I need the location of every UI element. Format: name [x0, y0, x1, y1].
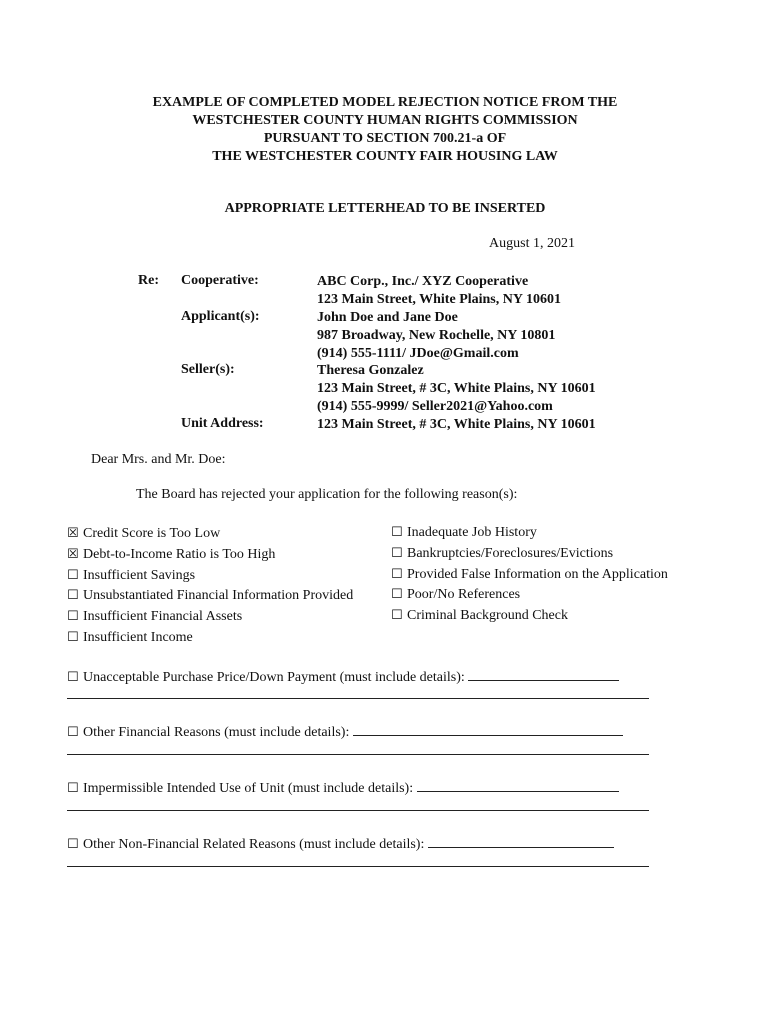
- checkbox[interactable]: ☐: [391, 525, 403, 540]
- reason-item: [391, 523, 668, 544]
- detail-reason-use: [67, 777, 655, 797]
- details-blank[interactable]: [468, 666, 619, 681]
- letter-date: August 1, 2021: [489, 236, 575, 251]
- reason-item: [391, 585, 668, 606]
- unit-address-label: Unit Address:: [181, 416, 264, 431]
- detail-reason-label: Impermissible Intended Use of Unit (must include details):: [83, 781, 414, 796]
- details-line[interactable]: [67, 810, 649, 811]
- reason-label: Insufficient Financial Assets: [83, 609, 243, 625]
- intro-text: The Board has rejected your application for the following reason(s):: [136, 487, 518, 502]
- detail-reason-financial: [67, 721, 655, 741]
- left-reasons-list: [67, 524, 353, 649]
- cooperative-label: Cooperative:: [181, 273, 259, 288]
- right-reasons-list: [391, 523, 668, 627]
- checked-checkbox[interactable]: ☒: [67, 546, 79, 562]
- details-line[interactable]: [67, 754, 649, 755]
- details-line[interactable]: [67, 698, 649, 699]
- reason-label: Criminal Background Check: [407, 608, 568, 624]
- detail-reason-label: Unacceptable Purchase Price/Down Payment (must include details):: [83, 670, 465, 685]
- cooperative-line: ABC Corp., Inc./ XYZ Cooperative: [317, 274, 529, 289]
- cooperative-line: 123 Main Street, White Plains, NY 10601: [317, 291, 561, 307]
- details-blank[interactable]: [353, 721, 623, 736]
- reason-label: Insufficient Income: [83, 629, 193, 645]
- title-line: WESTCHESTER COUNTY HUMAN RIGHTS COMMISSION: [192, 113, 578, 128]
- checkbox[interactable]: ☐: [67, 567, 79, 583]
- reason-label: Poor/No References: [407, 587, 521, 603]
- details-blank[interactable]: [428, 833, 614, 848]
- checkbox[interactable]: ☐: [391, 545, 403, 561]
- detail-reason-label: Other Non-Financial Related Reasons (must include details):: [83, 837, 425, 852]
- checkbox[interactable]: ☐: [67, 725, 79, 740]
- checkbox[interactable]: ☐: [67, 781, 79, 796]
- reason-label: Credit Score is Too Low: [83, 526, 221, 541]
- checkbox[interactable]: ☐: [67, 588, 79, 604]
- detail-reason-label: Other Financial Reasons (must include details):: [83, 725, 350, 740]
- letterhead-note: APPROPRIATE LETTERHEAD TO BE INSERTED: [224, 201, 546, 216]
- reason-label: Debt-to-Income Ratio is Too High: [83, 546, 276, 562]
- reason-item: [67, 524, 353, 545]
- document-title: [0, 94, 770, 166]
- reason-item: [67, 566, 353, 587]
- reason-item: [67, 545, 353, 566]
- reason-item: [391, 565, 668, 586]
- checkbox[interactable]: ☐: [391, 608, 403, 624]
- re-label: Re:: [138, 273, 159, 288]
- details-blank[interactable]: [417, 777, 619, 792]
- checkbox[interactable]: ☐: [67, 837, 79, 852]
- seller-line: 123 Main Street, # 3C, White Plains, NY 10601: [317, 380, 596, 396]
- checkbox[interactable]: ☐: [391, 587, 403, 603]
- details-line[interactable]: [67, 866, 649, 867]
- unit-address-line: 123 Main Street, # 3C, White Plains, NY 10601: [317, 417, 596, 432]
- seller-line: (914) 555-9999/ Seller2021@Yahoo.com: [317, 398, 553, 414]
- reason-item: [67, 586, 353, 607]
- checkbox[interactable]: ☐: [391, 566, 403, 582]
- reason-item: [67, 607, 353, 628]
- applicant-value: [317, 309, 555, 362]
- reason-label: Unsubstantiated Financial Information Provided: [83, 588, 354, 604]
- reason-label: Insufficient Savings: [83, 567, 196, 583]
- checked-checkbox[interactable]: ☒: [67, 526, 79, 541]
- reason-label: Inadequate Job History: [407, 525, 537, 540]
- reason-item: [67, 628, 353, 649]
- detail-reason-price: [67, 666, 655, 686]
- unit-address-value: [317, 416, 596, 434]
- checkbox[interactable]: ☐: [67, 629, 79, 645]
- cooperative-value: [317, 273, 561, 309]
- reason-item: [391, 544, 668, 565]
- title-line: PURSUANT TO SECTION 700.21-a OF: [263, 131, 507, 146]
- applicant-line: (914) 555-1111/ JDoe@Gmail.com: [317, 345, 519, 361]
- reason-label: Bankruptcies/Foreclosures/Evictions: [407, 545, 614, 561]
- seller-value: [317, 362, 596, 415]
- applicant-line: 987 Broadway, New Rochelle, NY 10801: [317, 327, 556, 343]
- title-line: THE WESTCHESTER COUNTY FAIR HOUSING LAW: [212, 149, 558, 164]
- detail-reason-non-financial: [67, 833, 655, 853]
- applicant-line: John Doe and Jane Doe: [317, 310, 458, 325]
- title-line: EXAMPLE OF COMPLETED MODEL REJECTION NOTICE FROM THE: [152, 95, 618, 110]
- reason-label: Provided False Information on the Application: [407, 566, 668, 582]
- reason-item: [391, 606, 668, 627]
- seller-label: Seller(s):: [181, 362, 235, 377]
- checkbox[interactable]: ☐: [67, 670, 79, 685]
- checkbox[interactable]: ☐: [67, 609, 79, 625]
- seller-line: Theresa Gonzalez: [317, 363, 424, 378]
- applicant-label: Applicant(s):: [181, 309, 260, 324]
- salutation: Dear Mrs. and Mr. Doe:: [91, 452, 226, 467]
